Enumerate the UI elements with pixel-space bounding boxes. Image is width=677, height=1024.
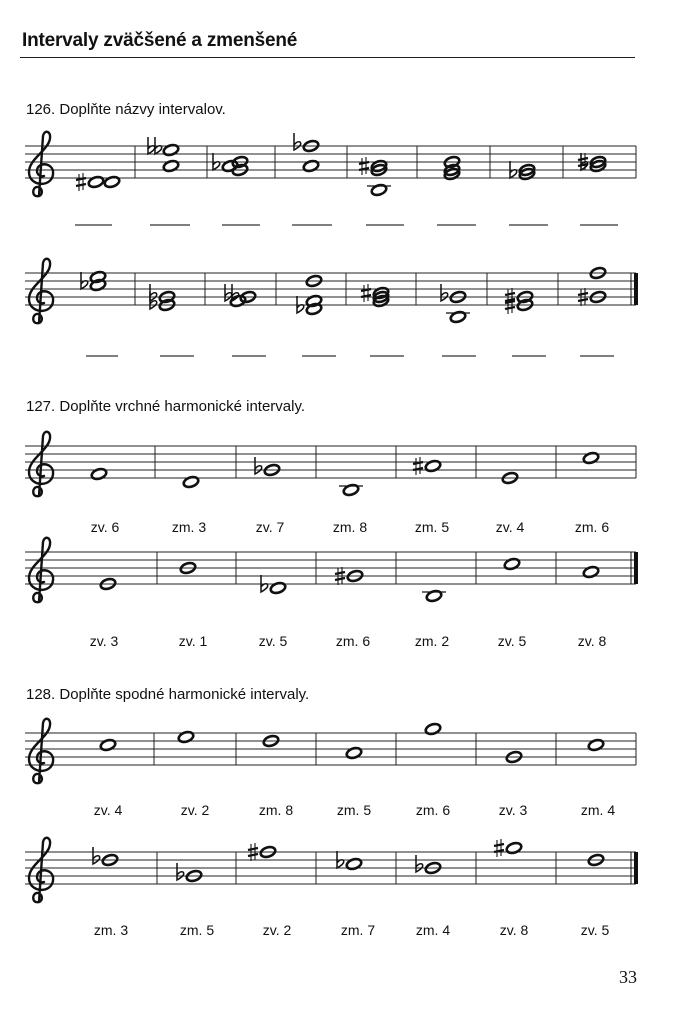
interval-label: zv. 5 bbox=[497, 633, 527, 649]
sharp-sign bbox=[76, 178, 86, 186]
interval-label: zv. 7 bbox=[255, 519, 285, 535]
whole-note bbox=[302, 159, 319, 172]
interval-label: zv. 3 bbox=[498, 802, 528, 818]
interval-label: zv. 5 bbox=[258, 633, 288, 649]
whole-note bbox=[505, 841, 522, 854]
sharp-sign bbox=[413, 462, 423, 470]
interval-label: zm. 2 bbox=[414, 633, 450, 649]
interval-label: zm. 6 bbox=[574, 519, 610, 535]
exercise-126-instruction: 126. Doplňte názvy intervalov. bbox=[26, 101, 226, 118]
exercise-128-instruction: 128. Doplňte spodné harmonické intervaly. bbox=[26, 686, 310, 703]
interval-label: zv. 1 bbox=[178, 633, 208, 649]
interval-label: zv. 3 bbox=[89, 633, 119, 649]
interval-label: zv. 6 bbox=[90, 519, 120, 535]
flat-sign bbox=[177, 863, 184, 880]
interval-label: zm. 5 bbox=[179, 922, 215, 938]
whole-note bbox=[342, 483, 359, 496]
interval-label: zv. 2 bbox=[180, 802, 210, 818]
sharp-sign bbox=[497, 839, 501, 857]
flat-sign bbox=[225, 284, 232, 301]
whole-note bbox=[162, 159, 179, 172]
sharp-sign bbox=[494, 844, 504, 852]
interval-label: zm. 5 bbox=[414, 519, 450, 535]
whole-note bbox=[345, 857, 362, 870]
whole-note bbox=[162, 143, 179, 156]
interval-label: zm. 6 bbox=[335, 633, 371, 649]
whole-note bbox=[345, 746, 362, 759]
flat-sign bbox=[416, 855, 423, 872]
whole-note bbox=[587, 738, 604, 751]
interval-label: zv. 8 bbox=[577, 633, 607, 649]
interval-label: zv. 8 bbox=[499, 922, 529, 938]
whole-note bbox=[370, 183, 387, 196]
interval-label: zm. 5 bbox=[336, 802, 372, 818]
flat-sign bbox=[255, 457, 262, 474]
exercise-127-instruction: 127. Doplňte vrchné harmonické intervaly. bbox=[26, 398, 306, 415]
whole-note bbox=[424, 459, 441, 472]
whole-note bbox=[87, 175, 104, 188]
treble-clef-icon bbox=[29, 719, 53, 783]
whole-note bbox=[103, 175, 120, 188]
whole-note bbox=[424, 722, 441, 735]
sharp-sign bbox=[362, 157, 366, 175]
page-number: 33 bbox=[619, 967, 637, 987]
whole-note bbox=[449, 310, 466, 323]
sharp-sign bbox=[359, 162, 369, 170]
flat-sign bbox=[150, 284, 157, 301]
interval-label: zm. 3 bbox=[93, 922, 129, 938]
interval-label: zm. 4 bbox=[415, 922, 451, 938]
flat-sign bbox=[441, 284, 448, 301]
treble-clef-icon bbox=[29, 432, 53, 496]
interval-label: zv. 4 bbox=[93, 802, 123, 818]
treble-clef-icon bbox=[29, 259, 53, 323]
whole-note bbox=[221, 159, 238, 172]
sharp-sign bbox=[416, 457, 420, 475]
treble-clef-icon bbox=[29, 538, 53, 602]
sharp-sign bbox=[361, 289, 371, 297]
flat-sign bbox=[294, 133, 301, 150]
interval-label: zm. 4 bbox=[580, 802, 616, 818]
whole-note bbox=[182, 475, 199, 488]
whole-note bbox=[99, 738, 116, 751]
sharp-sign bbox=[364, 284, 368, 302]
whole-note bbox=[177, 730, 194, 743]
whole-note bbox=[269, 581, 286, 594]
whole-note bbox=[582, 565, 599, 578]
treble-clef-icon bbox=[29, 838, 53, 902]
interval-label: zm. 6 bbox=[415, 802, 451, 818]
whole-note bbox=[503, 557, 520, 570]
whole-note bbox=[425, 589, 442, 602]
interval-label: zm. 8 bbox=[332, 519, 368, 535]
whole-note bbox=[582, 451, 599, 464]
interval-label: zm. 8 bbox=[258, 802, 294, 818]
whole-note bbox=[90, 467, 107, 480]
treble-clef-icon bbox=[29, 132, 53, 196]
sharp-sign bbox=[79, 173, 83, 191]
page-heading: Intervaly zväčšené a zmenšené bbox=[22, 30, 298, 51]
interval-label: zv. 5 bbox=[580, 922, 610, 938]
interval-label: zv. 4 bbox=[495, 519, 525, 535]
interval-label: zm. 3 bbox=[171, 519, 207, 535]
interval-label: zm. 7 bbox=[340, 922, 376, 938]
interval-label: zv. 2 bbox=[262, 922, 292, 938]
flat-sign bbox=[93, 847, 100, 864]
